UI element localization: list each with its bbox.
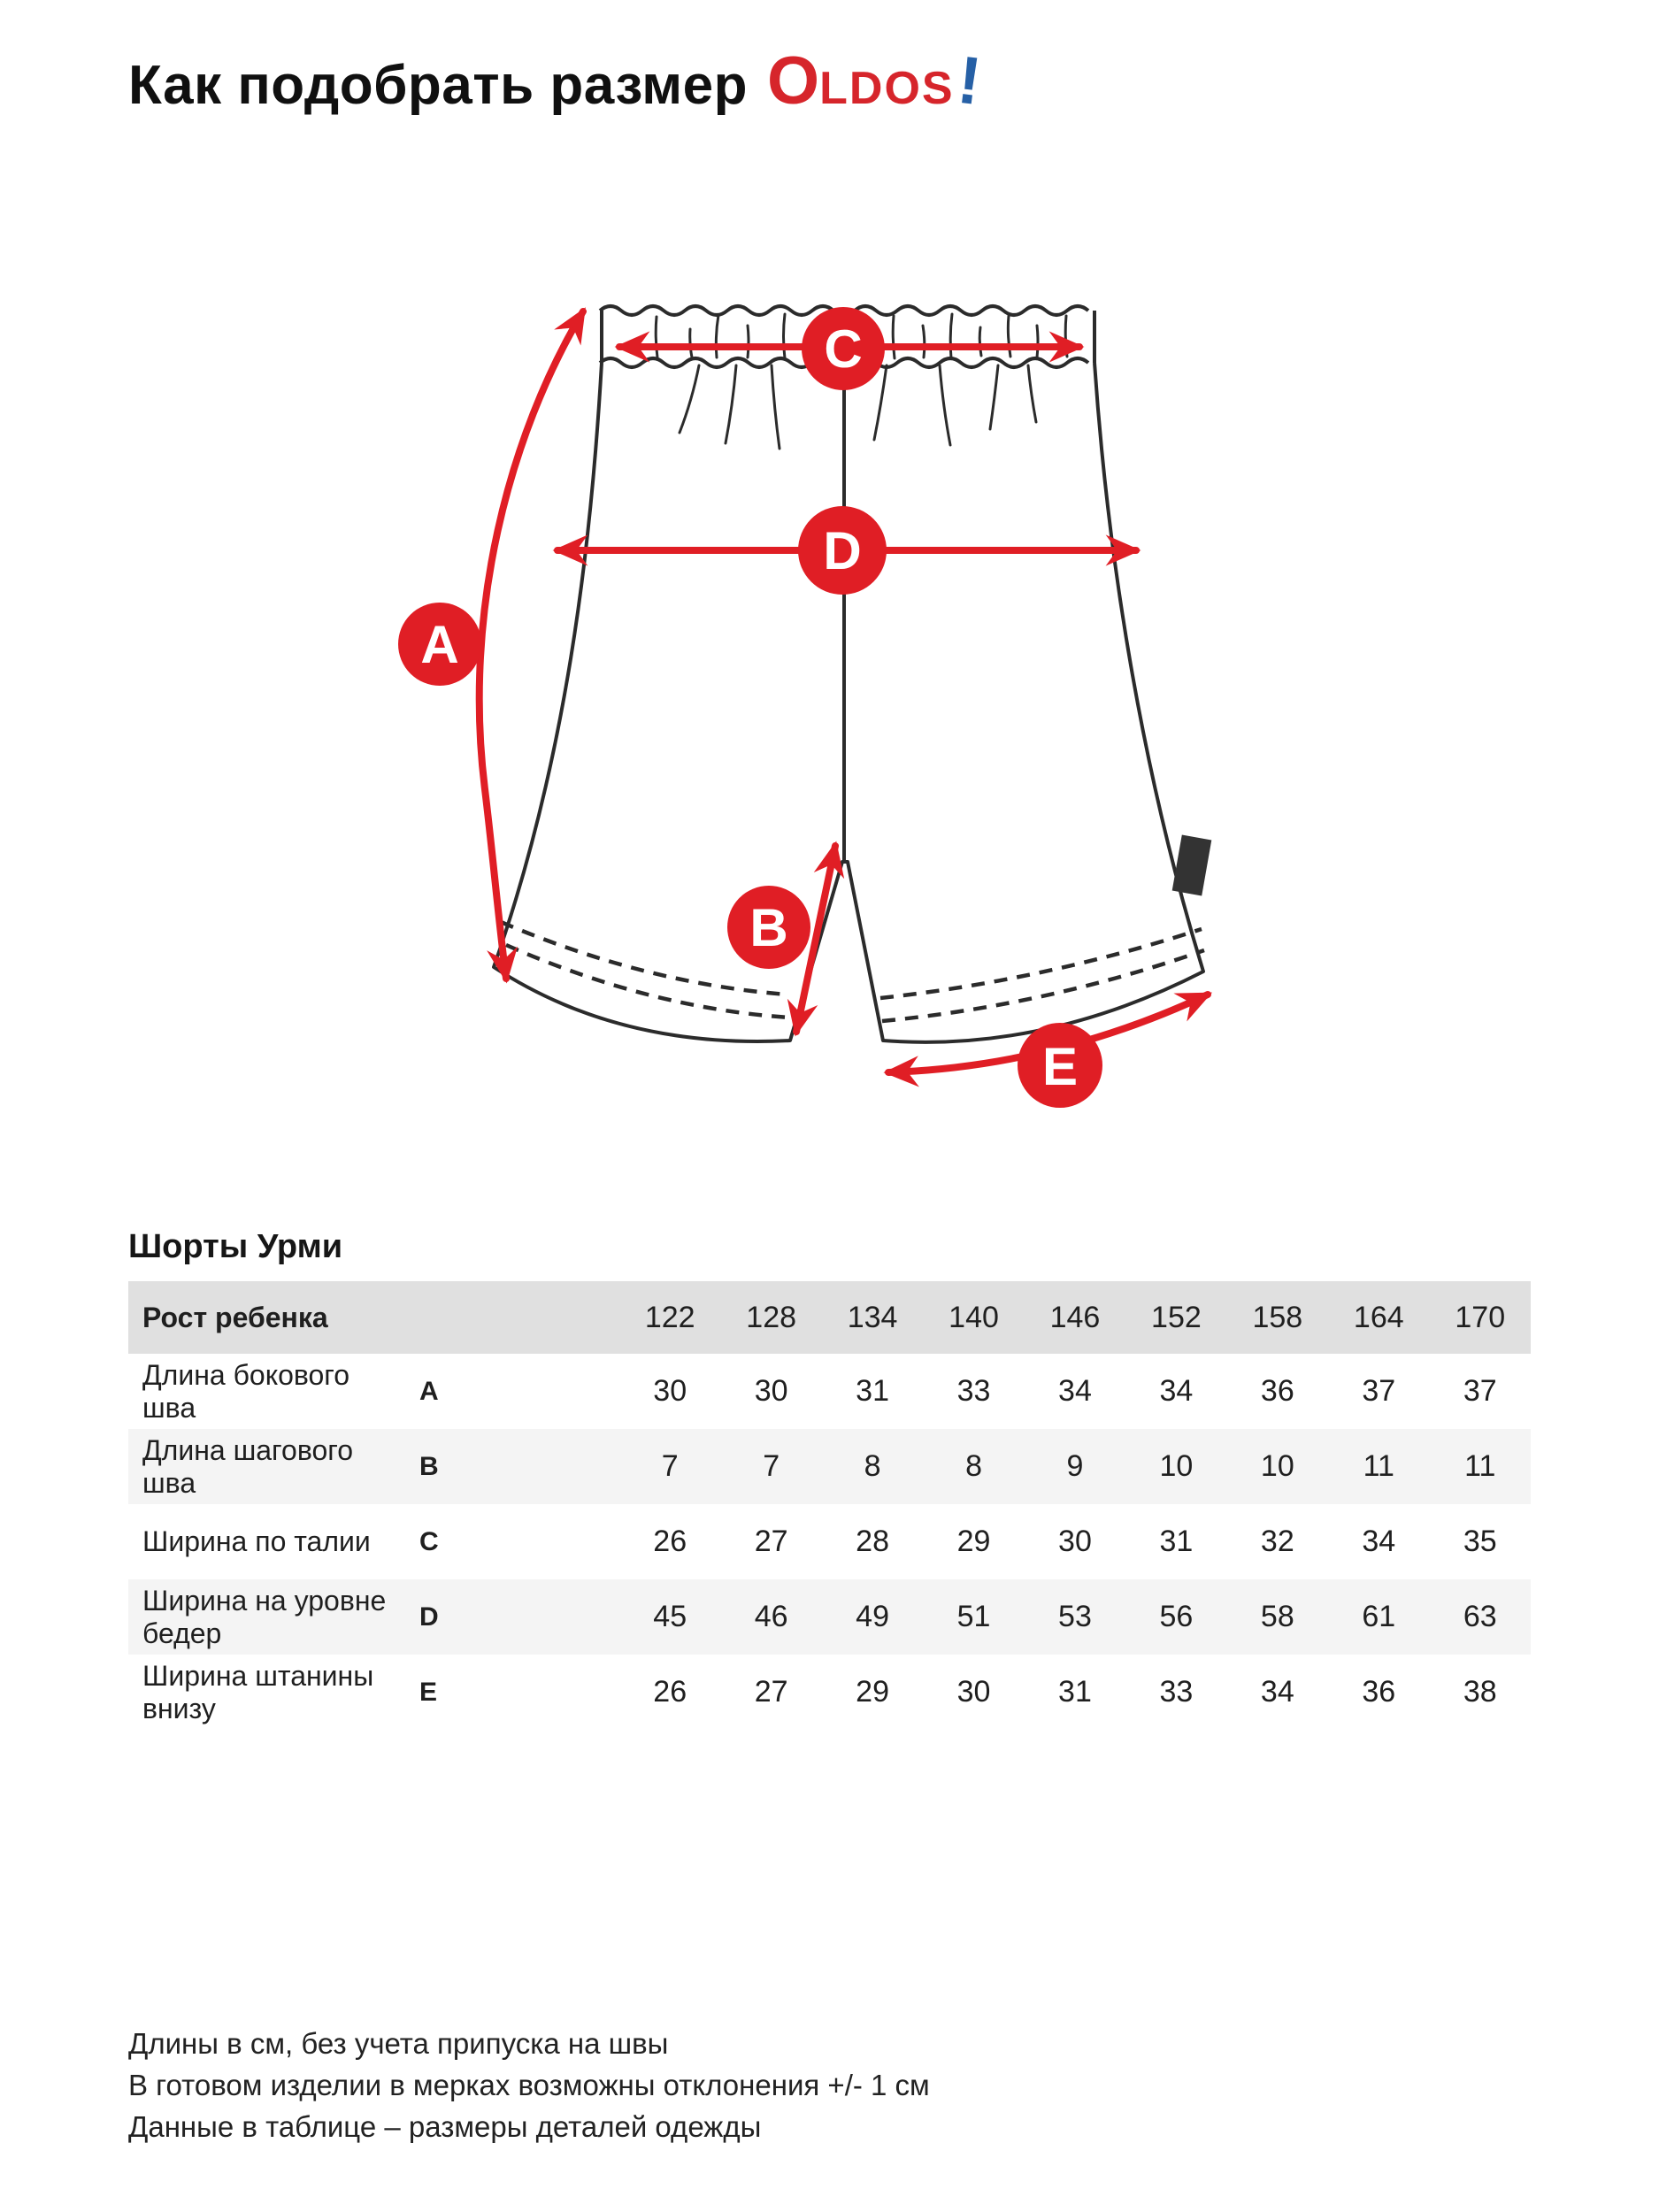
row-value: 49 — [856, 1600, 889, 1633]
size-table — [128, 1281, 1531, 1730]
row-value: 29 — [956, 1525, 991, 1558]
row-value: 61 — [1362, 1600, 1396, 1633]
row-value: 8 — [864, 1449, 881, 1483]
row-value: 31 — [1058, 1675, 1092, 1709]
footnotes — [128, 2023, 930, 2147]
row-value: 46 — [754, 1600, 788, 1633]
badge-d-label: D — [823, 521, 862, 580]
row-letter: A — [419, 1376, 439, 1406]
row-value: 37 — [1362, 1374, 1396, 1408]
row-value: 8 — [965, 1449, 982, 1483]
row-value: 31 — [856, 1374, 889, 1408]
size-column-header: 170 — [1455, 1300, 1506, 1334]
row-value: 51 — [956, 1600, 991, 1633]
row-value: 34 — [1260, 1675, 1294, 1709]
row-label: Длина шагового шва — [142, 1433, 354, 1499]
shorts-measurement-diagram — [0, 168, 1659, 1146]
size-column-header: 146 — [1049, 1300, 1101, 1334]
row-value: 31 — [1159, 1525, 1194, 1558]
footnote-line: В готовом изделии в мерках возможны отклонения +/- 1 см — [128, 2069, 930, 2101]
product-name: Шорты Урми — [128, 1228, 343, 1265]
row-value: 30 — [653, 1374, 687, 1408]
row-value: 10 — [1159, 1449, 1194, 1483]
oldos-logo — [767, 42, 986, 120]
footnote-line: Данные в таблице – размеры деталей одежды — [128, 2110, 762, 2143]
row-value: 58 — [1260, 1600, 1294, 1633]
row-value: 7 — [763, 1449, 780, 1483]
row-value: 26 — [653, 1675, 687, 1709]
row-value: 38 — [1463, 1675, 1497, 1709]
badge-c-label: C — [824, 319, 863, 379]
logo-exclamation: ! — [953, 42, 986, 120]
row-value: 34 — [1058, 1374, 1092, 1408]
page-title: Как подобрать размер — [128, 55, 749, 116]
logo-letters-ldos: LDOS — [819, 63, 955, 114]
side-tag — [1172, 835, 1212, 896]
table-row — [128, 1579, 1531, 1655]
size-column-header: 158 — [1252, 1300, 1303, 1334]
table-header-letter-spacer — [407, 1281, 619, 1354]
row-value: 35 — [1463, 1525, 1497, 1558]
row-value: 9 — [1066, 1449, 1084, 1483]
table-header-row — [128, 1281, 1531, 1354]
row-value: 7 — [661, 1449, 679, 1483]
page-header — [128, 42, 986, 120]
row-letter: D — [419, 1601, 439, 1632]
row-value: 30 — [956, 1675, 991, 1709]
row-value: 34 — [1159, 1374, 1194, 1408]
row-letter: B — [419, 1451, 439, 1481]
badge-a-label: A — [420, 615, 459, 674]
row-value: 45 — [653, 1600, 687, 1633]
row-letter: E — [419, 1677, 438, 1707]
table-header-label: Рост ребенка — [142, 1301, 328, 1333]
row-value: 33 — [956, 1374, 991, 1408]
logo-letter-o: O — [767, 43, 820, 119]
table-row — [128, 1429, 1531, 1504]
table-row — [128, 1354, 1531, 1429]
table-row — [128, 1504, 1531, 1579]
row-value: 30 — [754, 1374, 788, 1408]
row-label: Ширина штанины внизу — [142, 1659, 374, 1724]
row-value: 56 — [1159, 1600, 1194, 1633]
row-value: 37 — [1463, 1374, 1497, 1408]
size-column-header: 128 — [746, 1300, 797, 1334]
row-value: 36 — [1260, 1374, 1294, 1408]
size-column-header: 140 — [949, 1300, 999, 1334]
badge-e-label: E — [1041, 1037, 1079, 1096]
row-value: 28 — [856, 1525, 889, 1558]
row-value: 11 — [1464, 1449, 1496, 1483]
row-value: 29 — [856, 1675, 889, 1709]
size-column-header: 134 — [847, 1300, 898, 1334]
row-value: 10 — [1260, 1449, 1294, 1483]
row-label: Ширина на уровне бедер — [142, 1584, 387, 1649]
footnote-line: Длины в см, без учета припуска на швы — [128, 2027, 669, 2060]
size-column-header: 152 — [1151, 1300, 1202, 1334]
badge-b-label: B — [749, 898, 788, 957]
row-label: Ширина по талии — [142, 1525, 371, 1557]
row-letter: C — [419, 1526, 439, 1556]
size-column-header: 122 — [644, 1300, 695, 1334]
size-column-header: 164 — [1353, 1300, 1404, 1334]
row-value: 63 — [1463, 1600, 1497, 1633]
row-label: Длина бокового шва — [142, 1358, 350, 1424]
shorts-outline — [494, 306, 1211, 1042]
row-value: 53 — [1058, 1600, 1092, 1633]
row-value: 11 — [1363, 1449, 1394, 1483]
row-value: 36 — [1362, 1675, 1396, 1709]
row-value: 27 — [754, 1675, 788, 1709]
row-value: 32 — [1260, 1525, 1294, 1558]
row-value: 27 — [754, 1525, 788, 1558]
row-value: 30 — [1058, 1525, 1092, 1558]
row-value: 33 — [1159, 1675, 1194, 1709]
row-value: 26 — [653, 1525, 687, 1558]
table-row — [128, 1655, 1531, 1730]
row-value: 34 — [1362, 1525, 1396, 1558]
